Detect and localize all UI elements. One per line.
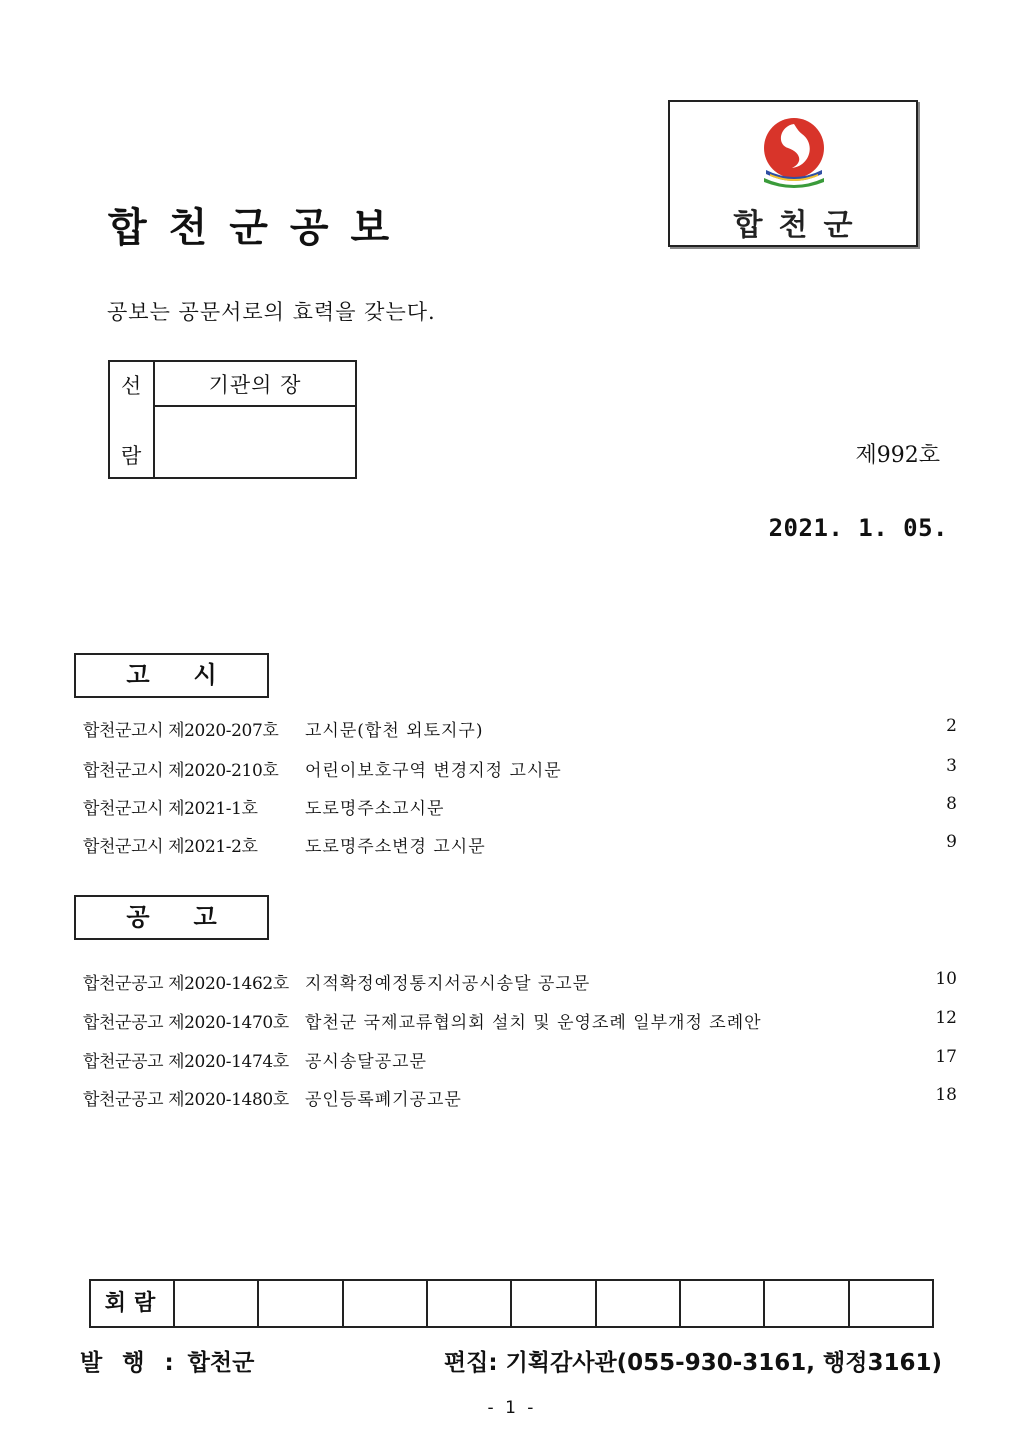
- review-label-column: [110, 362, 155, 477]
- toc-title: 공인등록폐기공고문: [305, 1090, 462, 1110]
- circulation-cell: [597, 1281, 681, 1326]
- review-char-bottom: 람: [121, 444, 142, 468]
- review-char-top: 선: [121, 374, 142, 398]
- toc-page: 9: [946, 832, 957, 852]
- toc-title: 지적확정예정통지서공시송달 공고문: [305, 974, 591, 994]
- toc-code: 합천군고시 제2021-2호: [83, 837, 258, 857]
- circulation-cell: [681, 1281, 765, 1326]
- toc-title: 고시문(합천 외토지구): [305, 721, 484, 741]
- toc-title: 도로명주소고시문: [305, 799, 445, 819]
- toc-page: 10: [935, 969, 957, 989]
- toc-code: 합천군공고 제2020-1462호: [83, 974, 289, 994]
- editor-info: 편집: 기획감사관(055-930-3161, 행정3161): [443, 1350, 942, 1376]
- toc-row[interactable]: [83, 1085, 957, 1109]
- toc-row[interactable]: [83, 794, 957, 818]
- circulation-table: [89, 1279, 934, 1328]
- section-heading-notices: 고시: [74, 653, 269, 698]
- circulation-cell: [259, 1281, 343, 1326]
- circulation-cell: [512, 1281, 596, 1326]
- toc-row[interactable]: [83, 716, 957, 740]
- toc-title: 합천군 국제교류협의회 설치 및 운영조례 일부개정 조례안: [305, 1013, 762, 1033]
- publisher: [80, 1344, 254, 1377]
- toc-code: 합천군공고 제2020-1470호: [83, 1013, 289, 1033]
- toc-row[interactable]: [83, 832, 957, 856]
- county-emblem-icon: [758, 114, 830, 194]
- issue-date: 2021. 1. 05.: [768, 514, 948, 542]
- subtitle: 공보는 공문서로의 효력을 갖는다.: [107, 300, 436, 324]
- toc-page: 17: [935, 1047, 957, 1067]
- issue-number: 제992호: [855, 443, 940, 468]
- circulation-cell: [344, 1281, 428, 1326]
- toc-code: 합천군공고 제2020-1474호: [83, 1052, 289, 1072]
- county-logo-box: [668, 100, 918, 247]
- logo-text: 합천군: [733, 208, 869, 243]
- review-box: [108, 360, 357, 479]
- toc-page: 12: [935, 1008, 957, 1028]
- toc-code: 합천군고시 제2020-207호: [83, 721, 279, 741]
- toc-row[interactable]: [83, 1008, 957, 1032]
- toc-code: 합천군고시 제2020-210호: [83, 761, 279, 781]
- circulation-cell: [175, 1281, 259, 1326]
- section-heading-announcements: 공고: [74, 895, 269, 940]
- circulation-cell: [428, 1281, 512, 1326]
- toc-page: 3: [946, 756, 957, 776]
- page-number: - 1 -: [487, 1398, 537, 1418]
- toc-page: 18: [935, 1085, 957, 1105]
- review-header-label: 기관의 장: [208, 373, 302, 397]
- toc-code: 합천군공고 제2020-1480호: [83, 1090, 289, 1110]
- toc-title: 도로명주소변경 고시문: [305, 837, 486, 857]
- toc-code: 합천군고시 제2021-1호: [83, 799, 258, 819]
- toc-row[interactable]: [83, 756, 957, 780]
- toc-title: 어린이보호구역 변경지정 고시문: [305, 761, 562, 781]
- toc-page: 8: [946, 794, 957, 814]
- page-title: 합천군공보: [108, 205, 412, 251]
- circulation-cell: [850, 1281, 932, 1326]
- publisher-name: 합천군: [187, 1350, 255, 1376]
- circulation-cell: [765, 1281, 849, 1326]
- toc-row[interactable]: [83, 969, 957, 993]
- toc-row[interactable]: [83, 1047, 957, 1071]
- publisher-label: 발 행 :: [80, 1350, 180, 1376]
- toc-title: 공시송달공고문: [305, 1052, 427, 1072]
- toc-page: 2: [946, 716, 957, 736]
- review-divider: [155, 405, 355, 407]
- circulation-label: 회람: [91, 1281, 175, 1326]
